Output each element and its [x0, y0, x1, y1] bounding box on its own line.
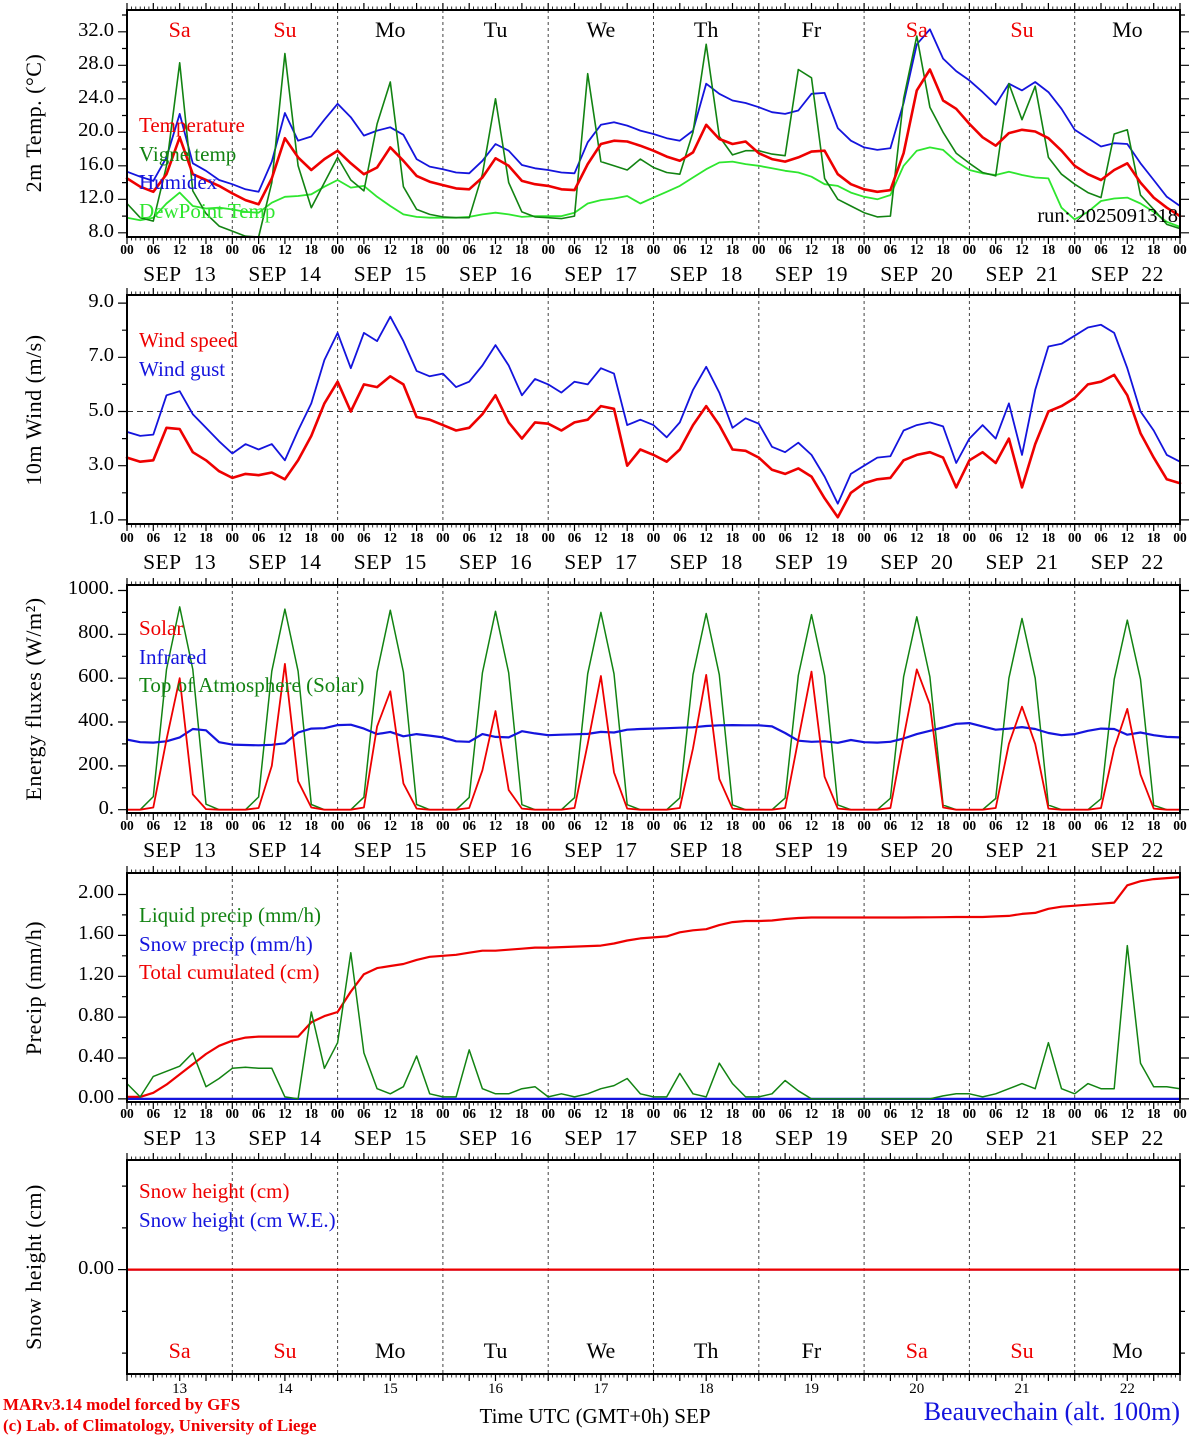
- y-tick-label: 12.0: [78, 186, 114, 209]
- hour-tick-label: 00: [436, 242, 450, 257]
- date-label: SEP 14: [248, 1126, 322, 1150]
- date-label: SEP 18: [669, 550, 743, 574]
- hour-tick-label: 00: [1173, 530, 1187, 545]
- date-label: SEP 22: [1090, 838, 1164, 862]
- hour-tick-label: 00: [330, 818, 345, 833]
- hour-tick-label: 18: [199, 818, 213, 833]
- date-label: SEP 22: [1090, 550, 1164, 574]
- hour-tick-label: 00: [646, 242, 661, 257]
- hour-tick-label: 00: [436, 818, 450, 833]
- hour-tick-label: 12: [172, 530, 187, 545]
- date-label: SEP 21: [985, 838, 1059, 862]
- date-label: SEP 16: [458, 550, 533, 574]
- hour-tick-label: 06: [778, 530, 792, 545]
- hour-tick-label: 12: [804, 1106, 819, 1121]
- date-label: SEP 17: [564, 550, 638, 574]
- hour-tick-label: 18: [831, 242, 845, 257]
- day-gridlines: [232, 295, 1074, 524]
- wind-legend: [139, 326, 238, 383]
- hour-tick-label: 06: [778, 1106, 792, 1121]
- hour-tick-label: 00: [541, 530, 555, 545]
- y-tick-label: 1.0: [88, 506, 114, 529]
- day-name-label: Mo: [374, 17, 406, 42]
- date-label: SEP 20: [880, 550, 954, 574]
- date-label: SEP 20: [880, 838, 954, 862]
- date-label: SEP 14: [248, 550, 322, 574]
- hour-tick-label: 00: [962, 1106, 977, 1121]
- date-label: SEP 20: [880, 1126, 954, 1150]
- hour-tick-label: 12: [594, 530, 608, 545]
- hour-tick-label: 06: [883, 818, 898, 833]
- date-label: SEP 18: [669, 262, 743, 286]
- day-name-label: Tu: [483, 17, 508, 42]
- date-label: SEP 19: [774, 550, 848, 574]
- temperature-legend: [139, 111, 275, 225]
- date-label: SEP 21: [985, 262, 1059, 286]
- hour-tick-label: 00: [646, 818, 661, 833]
- hour-tick-label: 06: [251, 818, 266, 833]
- y-tick-label: 0.00: [78, 1256, 114, 1279]
- day-number-label: 21: [1014, 1381, 1030, 1397]
- hour-tick-label: 06: [146, 1106, 161, 1121]
- hour-tick-label: 00: [857, 1106, 871, 1121]
- hour-tick-label: 12: [1120, 242, 1135, 257]
- hour-tick-label: 06: [673, 1106, 687, 1121]
- day-gridlines: [232, 10, 1074, 237]
- date-label: SEP 17: [564, 838, 638, 862]
- hour-tick-label: 06: [778, 818, 792, 833]
- date-label: SEP 16: [458, 838, 533, 862]
- day-name-label: Sa: [905, 1338, 928, 1363]
- hour-tick-label: 18: [620, 530, 634, 545]
- date-label: SEP 14: [248, 262, 322, 286]
- hour-tick-label: 06: [988, 530, 1003, 545]
- hour-tick-label: 00: [225, 242, 240, 257]
- hour-tick-label: 18: [725, 530, 740, 545]
- hour-tick-label: 18: [199, 530, 213, 545]
- hour-tick-label: 00: [1173, 242, 1187, 257]
- hour-tick-label: 06: [357, 530, 371, 545]
- date-label: SEP 15: [353, 262, 427, 286]
- date-label: SEP 15: [353, 838, 427, 862]
- hour-tick-label: 00: [541, 1106, 555, 1121]
- day-name-label: Sa: [905, 17, 928, 42]
- hour-tick-label: 18: [620, 1106, 634, 1121]
- legend-item-liquid-precip-mm-h: Liquid precip (mm/h): [139, 903, 321, 927]
- day-number-label: 19: [803, 1381, 819, 1397]
- y-tick-label: 7.0: [88, 344, 114, 367]
- legend-item-top-of-atmosphere-solar: Top of Atmosphere (Solar): [139, 673, 365, 697]
- day-name-label: Su: [1010, 1338, 1034, 1363]
- hour-tick-label: 18: [515, 818, 529, 833]
- hour-tick-label: 18: [936, 530, 950, 545]
- legend-item-temperature: Temperature: [139, 113, 245, 137]
- legend-item-humidex: Humidex: [139, 170, 218, 194]
- hour-tick-label: 06: [462, 1106, 476, 1121]
- day-name-label: Su: [273, 17, 297, 42]
- legend-item-wind-speed: Wind speed: [139, 328, 238, 352]
- hour-tick-label: 12: [172, 1106, 187, 1121]
- day-name-label: Mo: [1112, 17, 1143, 42]
- hour-tick-label: 06: [1094, 530, 1108, 545]
- hour-tick-label: 18: [831, 530, 845, 545]
- date-label: SEP 17: [564, 1126, 638, 1150]
- hour-tick-label: 12: [172, 242, 187, 257]
- hour-tick-label: 00: [752, 818, 766, 833]
- day-gridlines: [232, 873, 1074, 1102]
- hour-tick-label: 00: [541, 242, 555, 257]
- date-label: SEP 19: [774, 1126, 848, 1150]
- hour-tick-label: 12: [1120, 818, 1135, 833]
- date-label: SEP 22: [1090, 262, 1164, 286]
- hour-tick-label: 06: [357, 1106, 371, 1121]
- hour-tick-label: 18: [515, 1106, 529, 1121]
- hour-tick-label: 18: [304, 818, 319, 833]
- hour-tick-label: 18: [409, 818, 424, 833]
- hour-tick-label: 00: [857, 242, 871, 257]
- hour-tick-label: 00: [436, 1106, 450, 1121]
- legend-item-vigne-temp: Vigne temp: [139, 141, 237, 166]
- y-axis-title-temperature: 2m Temp. (°C): [21, 53, 46, 193]
- hour-tick-label: 18: [725, 818, 740, 833]
- hour-tick-label: 18: [1041, 1106, 1056, 1121]
- hour-tick-label: 00: [857, 530, 871, 545]
- hour-tick-label: 06: [988, 242, 1003, 257]
- day-name-label: Sa: [168, 1338, 191, 1363]
- legend-item-infrared: Infrared: [139, 644, 207, 669]
- y-tick-label: 1.60: [78, 922, 114, 945]
- hour-tick-label: 00: [120, 530, 134, 545]
- y-tick-label: 0.00: [78, 1085, 114, 1108]
- hour-tick-label: 12: [488, 818, 503, 833]
- day-name-label: Su: [1010, 17, 1034, 42]
- hour-tick-label: 12: [910, 530, 924, 545]
- hour-tick-label: 00: [330, 1106, 345, 1121]
- legend-item-wind-gust: Wind gust: [139, 356, 226, 381]
- hour-tick-label: 06: [462, 818, 476, 833]
- precip-legend: [139, 901, 321, 987]
- hour-tick-label: 12: [1120, 1106, 1135, 1121]
- hour-tick-label: 06: [1094, 242, 1108, 257]
- hour-tick-label: 12: [383, 242, 397, 257]
- hour-tick-label: 12: [910, 818, 924, 833]
- day-name-label: Mo: [374, 1338, 406, 1363]
- hour-tick-label: 18: [515, 530, 529, 545]
- day-name-label: Th: [693, 17, 719, 42]
- date-label: SEP 20: [880, 262, 954, 286]
- hour-tick-label: 18: [304, 1106, 319, 1121]
- hour-tick-label: 00: [120, 818, 134, 833]
- hour-tick-label: 12: [699, 1106, 713, 1121]
- hour-tick-label: 06: [673, 242, 687, 257]
- hour-tick-label: 18: [1146, 1106, 1161, 1121]
- legend-item-snow-precip-mm-h: Snow precip (mm/h): [139, 931, 313, 956]
- date-label: SEP 15: [353, 550, 427, 574]
- date-label: SEP 21: [985, 1126, 1059, 1150]
- y-tick-label: 28.0: [78, 52, 114, 75]
- y-tick-label: 1000.: [67, 577, 114, 600]
- wind-chart: [127, 295, 1180, 524]
- hour-tick-label: 18: [620, 242, 634, 257]
- hour-tick-label: 06: [462, 242, 476, 257]
- day-name-label: Fr: [801, 1338, 822, 1363]
- day-name-label: We: [586, 1338, 616, 1363]
- hour-tick-label: 06: [146, 242, 161, 257]
- hour-tick-label: 18: [725, 1106, 740, 1121]
- hour-tick-label: 00: [541, 818, 555, 833]
- footer-model-credit: MARv3.14 model forced by GFS: [3, 1395, 241, 1414]
- hour-tick-label: 18: [409, 242, 424, 257]
- hour-tick-label: 12: [278, 818, 292, 833]
- hour-tick-label: 18: [725, 242, 740, 257]
- hour-tick-label: 12: [488, 1106, 503, 1121]
- hour-tick-label: 18: [831, 1106, 845, 1121]
- hour-tick-label: 00: [1173, 818, 1187, 833]
- hour-tick-label: 12: [910, 242, 924, 257]
- day-number-label: 13: [172, 1381, 188, 1397]
- hour-tick-label: 00: [1067, 242, 1082, 257]
- hour-tick-label: 06: [988, 1106, 1003, 1121]
- hour-tick-label: 12: [278, 242, 292, 257]
- hour-tick-label: 00: [120, 242, 134, 257]
- hour-tick-label: 18: [620, 818, 634, 833]
- y-tick-label: 400.: [78, 709, 114, 732]
- hour-tick-label: 06: [778, 242, 792, 257]
- hour-tick-label: 12: [1015, 1106, 1029, 1121]
- legend-item-solar: Solar: [139, 616, 184, 640]
- temperature-chart: [127, 10, 1180, 237]
- date-label: SEP 15: [353, 1126, 427, 1150]
- hour-tick-label: 18: [515, 242, 529, 257]
- run-label: run: 2025091318: [1037, 205, 1178, 227]
- hour-tick-label: 12: [699, 242, 713, 257]
- legend-item-total-cumulated-cm: Total cumulated (cm): [139, 960, 320, 984]
- date-label: SEP 18: [669, 838, 743, 862]
- y-tick-label: 200.: [78, 752, 114, 775]
- hour-tick-label: 12: [804, 530, 819, 545]
- hour-tick-label: 18: [1041, 818, 1056, 833]
- day-name-label: Mo: [1112, 1338, 1143, 1363]
- hour-tick-label: 06: [883, 242, 898, 257]
- hour-tick-label: 12: [1015, 530, 1029, 545]
- hour-tick-label: 12: [594, 1106, 608, 1121]
- y-axis-title-energy: Energy fluxes (W/m²): [21, 597, 46, 801]
- hour-tick-label: 12: [488, 242, 503, 257]
- y-tick-label: 2.00: [78, 881, 114, 904]
- hour-tick-label: 00: [962, 818, 977, 833]
- hour-tick-label: 06: [883, 530, 898, 545]
- hour-tick-label: 00: [330, 530, 345, 545]
- hour-tick-label: 00: [752, 1106, 766, 1121]
- hour-tick-label: 00: [962, 242, 977, 257]
- day-number-label: 15: [382, 1381, 398, 1397]
- hour-tick-label: 18: [304, 530, 319, 545]
- hour-tick-label: 12: [488, 530, 503, 545]
- hour-tick-label: 12: [383, 818, 397, 833]
- hour-tick-label: 12: [594, 818, 608, 833]
- day-number-label: 22: [1119, 1381, 1135, 1397]
- hour-tick-label: 00: [330, 242, 345, 257]
- day-name-label: Su: [273, 1338, 297, 1363]
- y-tick-label: 5.0: [88, 398, 114, 421]
- hour-tick-label: 12: [1015, 818, 1029, 833]
- hour-tick-label: 06: [673, 818, 687, 833]
- hour-tick-label: 12: [1120, 530, 1135, 545]
- hour-tick-label: 06: [357, 818, 371, 833]
- date-label: SEP 16: [458, 1126, 533, 1150]
- hour-tick-label: 00: [436, 530, 450, 545]
- y-tick-label: 32.0: [78, 18, 114, 41]
- date-label: SEP 14: [248, 838, 322, 862]
- day-name-label: We: [586, 17, 616, 42]
- hour-tick-label: 00: [1067, 530, 1082, 545]
- hour-tick-label: 18: [199, 242, 213, 257]
- day-name-label: Fr: [801, 17, 822, 42]
- date-label: SEP 19: [774, 838, 848, 862]
- y-tick-label: 9.0: [88, 290, 114, 313]
- y-tick-label: 800.: [78, 621, 114, 644]
- y-tick-label: 1.20: [78, 963, 114, 986]
- hour-tick-label: 06: [251, 1106, 266, 1121]
- date-label: SEP 13: [143, 550, 217, 574]
- hour-tick-label: 00: [752, 242, 766, 257]
- footer-station-label: Beauvechain (alt. 100m): [923, 1397, 1180, 1426]
- hour-tick-label: 00: [752, 530, 766, 545]
- hour-tick-label: 18: [1146, 818, 1161, 833]
- hour-tick-label: 18: [831, 818, 845, 833]
- y-tick-label: 0.40: [78, 1045, 114, 1068]
- y-axis-title-snow: Snow height (cm): [21, 1184, 46, 1350]
- hour-tick-label: 00: [225, 818, 240, 833]
- hour-tick-label: 18: [1041, 530, 1056, 545]
- y-tick-label: 8.0: [88, 219, 114, 242]
- hour-tick-label: 18: [1146, 530, 1161, 545]
- y-tick-label: 0.: [98, 796, 114, 819]
- hour-tick-label: 00: [1067, 1106, 1082, 1121]
- hour-tick-label: 12: [804, 818, 819, 833]
- hour-tick-label: 12: [804, 242, 819, 257]
- date-label: SEP 21: [985, 550, 1059, 574]
- hour-tick-label: 06: [673, 530, 687, 545]
- hour-tick-label: 06: [251, 242, 266, 257]
- hour-tick-label: 12: [910, 1106, 924, 1121]
- hour-tick-label: 06: [146, 530, 161, 545]
- hour-tick-label: 18: [1146, 242, 1161, 257]
- hour-tick-label: 12: [383, 530, 397, 545]
- hour-tick-label: 12: [278, 1106, 292, 1121]
- hour-tick-label: 06: [146, 818, 161, 833]
- day-name-label: Th: [693, 1338, 719, 1363]
- hour-tick-label: 18: [199, 1106, 213, 1121]
- date-label: SEP 17: [564, 262, 638, 286]
- day-name-label: Tu: [483, 1338, 508, 1363]
- hour-tick-label: 00: [1067, 818, 1082, 833]
- legend-item-dewpoint-temp: DewPoint Temp: [139, 198, 276, 223]
- hour-tick-label: 18: [409, 530, 424, 545]
- hour-tick-label: 00: [225, 530, 240, 545]
- date-label: SEP 22: [1090, 1126, 1164, 1150]
- hour-tick-label: 06: [883, 1106, 898, 1121]
- y-tick-label: 600.: [78, 665, 114, 688]
- hour-tick-label: 12: [594, 242, 608, 257]
- date-label: SEP 13: [143, 262, 217, 286]
- energy-legend: [139, 614, 364, 700]
- hour-tick-label: 18: [409, 1106, 424, 1121]
- hour-tick-label: 12: [699, 818, 713, 833]
- footer-time-axis-label: Time UTC (GMT+0h) SEP: [479, 1404, 711, 1428]
- legend-item-snow-height-cm: Snow height (cm): [139, 1179, 290, 1203]
- hour-tick-label: 18: [936, 1106, 950, 1121]
- day-number-label: 14: [277, 1381, 293, 1397]
- hour-tick-label: 06: [251, 530, 266, 545]
- hour-tick-label: 18: [1041, 242, 1056, 257]
- date-label: SEP 16: [458, 262, 533, 286]
- day-number-label: 18: [698, 1381, 714, 1397]
- hour-tick-label: 00: [962, 530, 977, 545]
- date-label: SEP 13: [143, 1126, 217, 1150]
- day-number-label: 17: [593, 1381, 609, 1397]
- hour-tick-label: 00: [646, 530, 661, 545]
- hour-tick-label: 00: [857, 818, 871, 833]
- hour-tick-label: 06: [988, 818, 1003, 833]
- hour-tick-label: 06: [462, 530, 476, 545]
- hour-tick-label: 12: [278, 530, 292, 545]
- date-label: SEP 18: [669, 1126, 743, 1150]
- hour-tick-label: 06: [1094, 818, 1108, 833]
- day-name-label: Sa: [168, 17, 191, 42]
- y-tick-label: 16.0: [78, 152, 114, 175]
- hour-tick-label: 00: [646, 1106, 661, 1121]
- day-number-label: 20: [909, 1381, 925, 1397]
- y-axis-title-precip: Precip (mm/h): [21, 920, 46, 1056]
- hour-tick-label: 18: [936, 818, 950, 833]
- hour-tick-label: 00: [225, 1106, 240, 1121]
- hour-tick-label: 18: [936, 242, 950, 257]
- day-number-label: 16: [488, 1381, 504, 1397]
- hour-tick-label: 06: [567, 242, 582, 257]
- hour-tick-label: 06: [567, 818, 582, 833]
- legend-item-snow-height-cm-w-e: Snow height (cm W.E.): [139, 1207, 336, 1232]
- hour-tick-label: 06: [567, 530, 582, 545]
- hour-tick-label: 18: [304, 242, 319, 257]
- hour-tick-label: 00: [1173, 1106, 1187, 1121]
- y-axis-title-wind: 10m Wind (m/s): [21, 334, 46, 486]
- y-tick-label: 3.0: [88, 452, 114, 475]
- date-label: SEP 19: [774, 262, 848, 286]
- hour-tick-label: 12: [172, 818, 187, 833]
- hour-tick-label: 06: [567, 1106, 582, 1121]
- hour-tick-label: 06: [357, 242, 371, 257]
- hour-tick-label: 12: [383, 1106, 397, 1121]
- hour-tick-label: 00: [120, 1106, 134, 1121]
- y-tick-label: 0.80: [78, 1004, 114, 1027]
- hour-tick-label: 12: [699, 530, 713, 545]
- footer-lab-credit: (c) Lab. of Climatology, University of Liege: [3, 1416, 317, 1435]
- y-tick-label: 24.0: [78, 85, 114, 108]
- day-gridlines: [232, 1160, 1074, 1374]
- y-tick-label: 20.0: [78, 119, 114, 142]
- hour-tick-label: 06: [1094, 1106, 1108, 1121]
- hour-tick-label: 12: [1015, 242, 1029, 257]
- date-label: SEP 13: [143, 838, 217, 862]
- snow-legend: [139, 1177, 336, 1234]
